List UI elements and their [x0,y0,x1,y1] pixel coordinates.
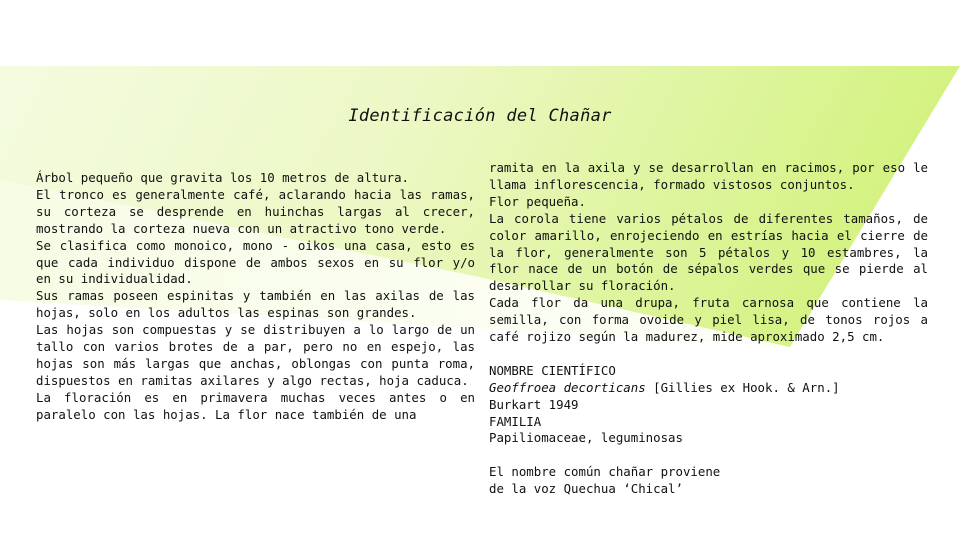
paragraph-leaves: Las hojas son compuestas y se distribuyen a lo largo de un tallo con varios brotes de a par, pero no en espejo, las hojas son más largas que anchas, oblongas con punta roma, dispuestos en ramitas axilares y algo rectas, hoja caduca. [36,322,475,388]
slide-title: Identificación del Chañar [348,106,612,126]
paragraph-thorns: Sus ramas poseen espinitas y también en las axilas de las hojas, solo en los adultos las espinas son grandes. [36,288,475,321]
right-text-column [489,160,928,498]
scientific-name [489,380,928,397]
paragraph-flowering: La floración es en primavera muchas veces antes o en paralelo con las hojas. La flor nace también de una [36,389,475,422]
etymology-line-1: El nombre común chañar proviene [489,464,721,480]
paragraph-size: Árbol pequeño que gravita los 10 metros de altura. [36,170,409,185]
left-text-column [36,170,475,424]
paragraph-inflorescence: ramita en la axila y se desarrollan en racimos, por eso le llama inflorescencia, formado vistosos conjuntos. [489,160,928,192]
family-heading: FAMILIA [489,413,542,429]
etymology-line-2: de la voz Quechua ‘Chical’ [489,481,683,497]
scientific-name-heading: NOMBRE CIENTÍFICO [489,362,616,378]
species-authority-line2: Burkart 1949 [489,396,579,412]
species-name: Geoffroea decorticans [489,379,646,395]
paragraph-corolla: La corola tiene varios pétalos de diferentes tamaños, de color amarillo, enrojeciendo en estrías hacia el cierre de la flor, generalmente son 5 pétalos y 10 estambres, la flor nace de un botón de sépalos verdes que se pierde al desarrollar su floración. [489,210,928,294]
family-name: Papiliomaceae, leguminosas [489,430,683,446]
paragraph-small-flower: Flor pequeña. [489,193,586,209]
paragraph-fruit: Cada flor da una drupa, fruta carnosa que contiene la semilla, con forma ovoide y piel lisa, de tonos rojos a café rojizo según la madurez, mide aproximado 2,5 cm. [489,295,928,345]
paragraph-trunk: El tronco es generalmente café, aclarando hacia las ramas, su corteza se desprende en huinchas largas al crecer, mostrando la corteza nueva con un atractivo tono verde. [36,186,475,236]
paragraph-monoecious: Se clasifica como monoico, mono - oikos una casa, esto es que cada individuo dispone de ambos sexos en su flor y/o en su individualidad. [36,237,475,287]
species-authority: [Gillies ex Hook. & Arn.] [645,379,840,395]
